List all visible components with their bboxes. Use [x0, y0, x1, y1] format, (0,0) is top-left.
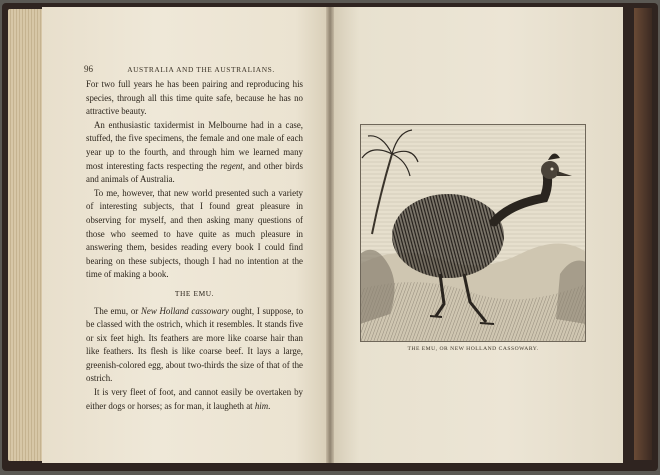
paragraph-text: ought, I suppose, to be classed with the ostrich, which it resembles. It stands five or six feet high. Its feathers are more like coarse hair than like feathers. Its flesh is like coarse beef. It lays a large, greenish-colored egg, about two-thirds the size of that of the ostrich. — [86, 305, 304, 384]
paragraph-text: , and other birds and animals of Australia. — [86, 160, 304, 185]
running-head-title: AUSTRALIA AND THE AUSTRALIANS. — [127, 65, 275, 74]
paragraph — [86, 119, 303, 187]
page-number: 96 — [84, 64, 93, 74]
paragraph-text: An enthusiastic taxidermist in Melbourne had in a case, stuffed, the five specimens, the female and one male of each year up to the fourth, and through him we learned many most interesting facts respecting the — [86, 119, 303, 171]
page-stack-edge — [8, 9, 46, 461]
italic-text: him — [254, 400, 269, 411]
book-gutter — [326, 7, 334, 463]
paragraph — [86, 305, 303, 387]
emu-head — [541, 161, 559, 179]
paragraph-text: . — [268, 400, 271, 411]
emu-illustration — [360, 124, 586, 342]
paragraph: To me, however, that new world presented such a variety of interesting subjects, that I found great pleasure in observing for myself, and then asking many questions of those who seemed to have quite as much pleasure in answering them, besides reading every book I could find bearing on these subjects, though I had no intention at the time of making a book. — [86, 187, 303, 280]
figure-caption: THE EMU, OR NEW HOLLAND CASSOWARY. — [407, 346, 539, 352]
book-spine-edge — [634, 8, 652, 460]
italic-text: regent — [220, 160, 243, 171]
paragraph: For two full years he has been pairing and reproducing his species, through all this time quite safe, because he has no attractive beauty. — [86, 79, 303, 117]
italic-text: New Holland cassowary — [140, 305, 229, 316]
emu-body-shade — [392, 194, 504, 278]
left-page-body — [86, 78, 303, 413]
paragraph — [86, 386, 303, 413]
emu-eye — [551, 168, 554, 171]
section-heading: THE EMU. — [174, 288, 215, 298]
paragraph-text: The emu, or — [94, 305, 139, 316]
paragraph-text: It is very fleet of foot, and cannot easily be overtaken by either dogs or horses; as for man, it laugheth at — [86, 387, 303, 411]
emu-engraving — [360, 124, 586, 342]
